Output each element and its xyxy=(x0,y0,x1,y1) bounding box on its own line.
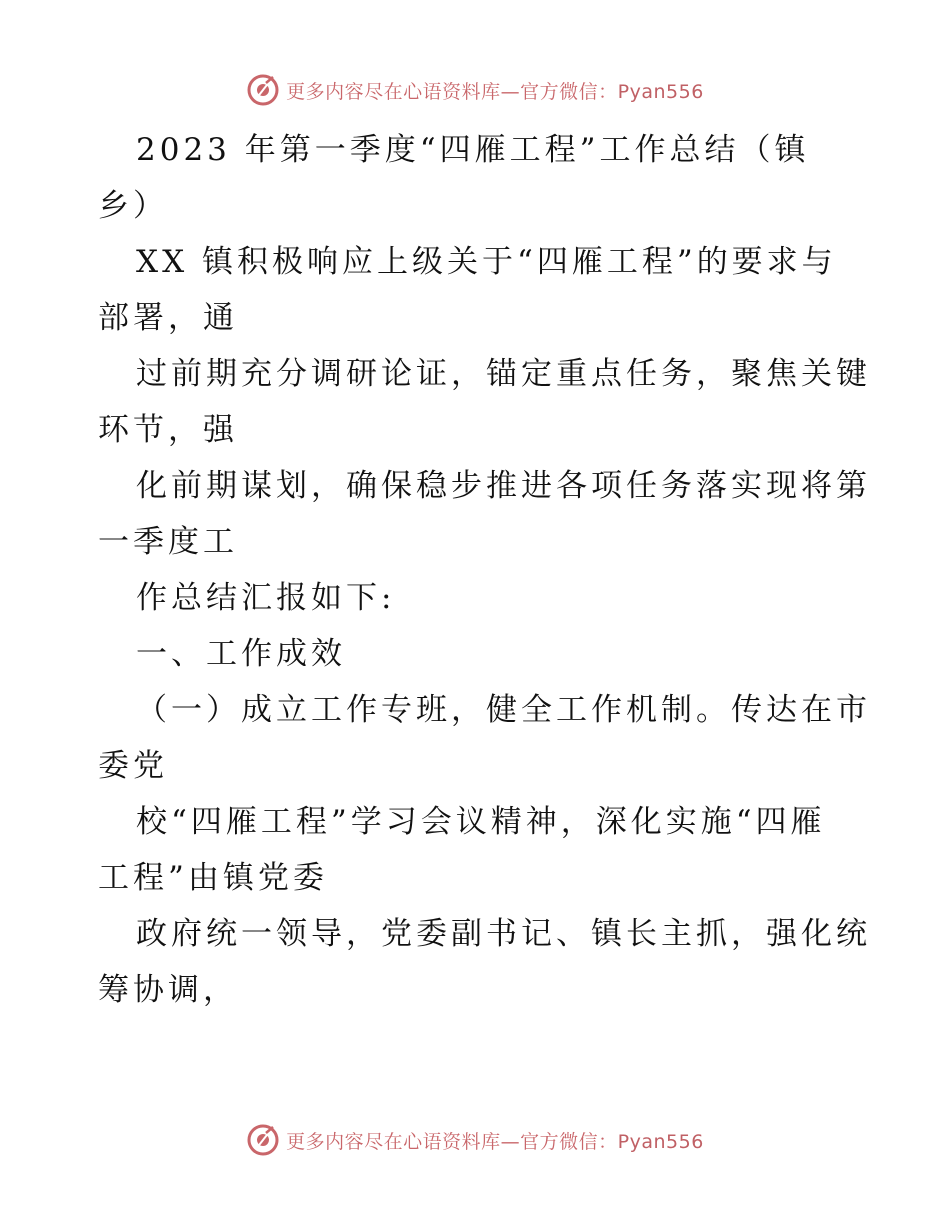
text-line: XX 镇积极响应上级关于“四雁工程”的要求与 xyxy=(136,244,837,280)
logo-icon xyxy=(246,73,280,107)
text-line: 环节，强 xyxy=(98,412,238,448)
text-line: 化前期谋划，确保稳步推进各项任务落实现将第 xyxy=(136,468,871,504)
text-line: 政府统一领导，党委副书记、镇长主抓，强化统 xyxy=(136,916,871,952)
text-line: 一季度工 xyxy=(98,524,238,560)
watermark-wechat-id: Pyan556 xyxy=(617,1130,704,1153)
text-line: 工程”由镇党委 xyxy=(98,860,328,896)
text-line: 作总结汇报如下: xyxy=(136,580,396,616)
watermark-text: 更多内容尽在心语资料库—官方微信：Pyan556 xyxy=(286,1130,704,1153)
text-line: 过前期充分调研论证，锚定重点任务，聚焦关键 xyxy=(136,356,871,392)
logo-icon xyxy=(246,1123,280,1157)
text-line: 部署，通 xyxy=(98,300,238,336)
text-line: 乡） xyxy=(98,188,168,224)
watermark-wechat-id: Pyan556 xyxy=(617,80,704,103)
footer-watermark xyxy=(0,1120,950,1160)
text-line: 校“四雁工程”学习会议精神，深化实施“四雁 xyxy=(136,804,826,840)
text-line: 筹协调， xyxy=(98,972,238,1008)
watermark-text: 更多内容尽在心语资料库—官方微信：Pyan556 xyxy=(286,80,704,103)
document-body xyxy=(98,122,871,1018)
text-line: 2023 年第一季度“四雁工程”工作总结（镇 xyxy=(136,132,810,168)
text-line: 委党 xyxy=(98,748,168,784)
text-line: 一、工作成效 xyxy=(136,636,346,672)
text-line: （一）成立工作专班，健全工作机制。传达在市 xyxy=(136,692,871,728)
header-watermark xyxy=(0,70,950,110)
